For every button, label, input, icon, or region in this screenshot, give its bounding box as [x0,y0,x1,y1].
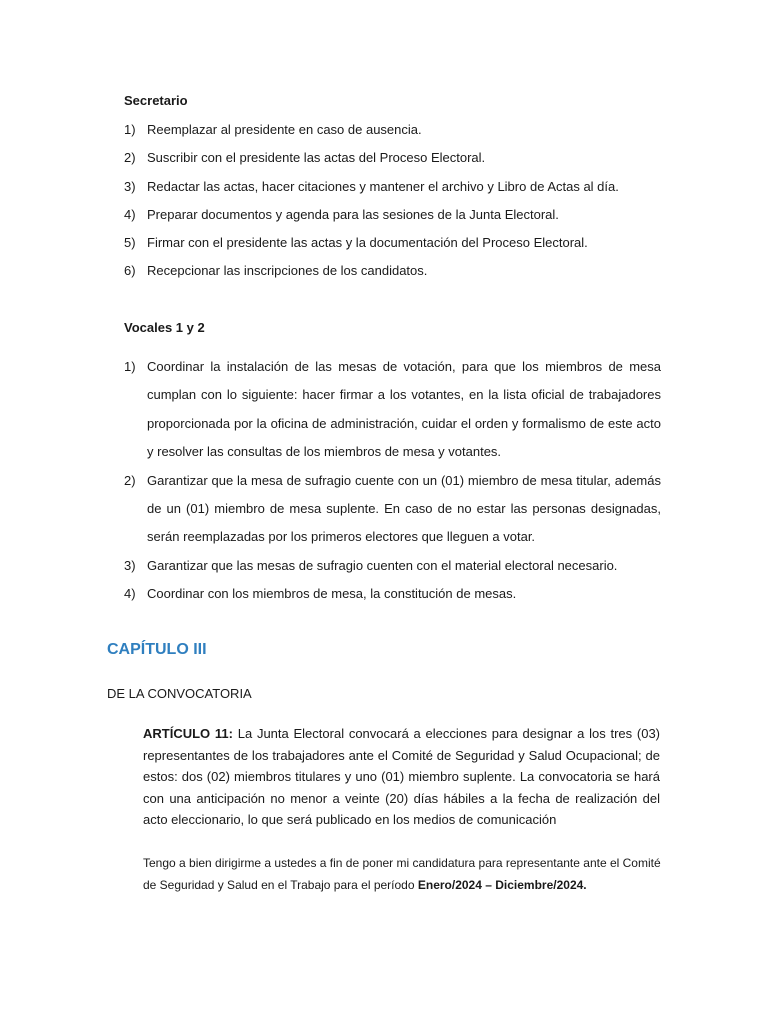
list-item [124,552,661,580]
article-text: La Junta Electoral convocará a elecciones para designar a los tres (03) representantes de los trabajadores ante el Comité de Seguridad y Salud Ocupacional; de estos: dos (02) miembros titulares y uno (01) miembro suplente. La convocatoria se hará con una anticipación no menor a veinte (20) días hábiles a la fecha de realización del acto eleccionario, lo que será publicado en los medios de comunicación [143,726,660,827]
vocales-heading: Vocales 1 y 2 [124,320,205,335]
item-number: 5) [124,235,136,251]
secretario-list [124,122,664,292]
item-number: 2) [124,150,136,166]
list-item [124,580,661,608]
item-number: 3) [124,178,136,194]
item-text: Suscribir con el presidente las actas del Proceso Electoral. [147,150,486,166]
item-text: Coordinar con los miembros de mesa, la constitución de mesas. [147,586,517,602]
list-item [124,150,664,178]
item-number: 6) [124,263,136,279]
item-number: 1) [124,359,136,374]
item-number: 4) [124,206,136,222]
article-label: ARTÍCULO 11: [143,726,233,741]
item-text: Coordinar la instalación de las mesas de votación, para que los miembros de mesa cumplan con lo siguiente: hacer firmar a los votantes, en la lista oficial de trabajadores proporcionada por la oficina de administración, cuidar el orden y formalismo de este acto y resolver las consultas de los miembros de mesa y votantes. [147,359,661,460]
item-text: Garantizar que la mesa de sufragio cuente con un (01) miembro de mesa titular, además de un (01) miembro de mesa suplente. En caso de no estar las personas designadas, serán reemplazadas por los primeros electores que lleguen a votar. [147,472,661,545]
item-number: 3) [124,557,136,573]
item-text: Garantizar que las mesas de sufragio cuenten con el material electoral necesario. [147,557,618,573]
vocales-list [124,353,661,609]
item-text: Recepcionar las inscripciones de los candidatos. [147,263,428,279]
candidacy-letter [143,852,663,896]
list-item [124,353,661,467]
item-number: 2) [124,472,136,488]
chapter-title: CAPÍTULO III [107,641,207,658]
secretario-heading: Secretario [124,93,188,108]
letter-text: Tengo a bien dirigirme a ustedes a fin de poner mi candidatura para representante ante el Comité de Seguridad y Salud en el Trabajo para el período [143,856,661,892]
item-number: 4) [124,586,136,602]
item-text: Redactar las actas, hacer citaciones y mantener el archivo y Libro de Actas al día. [147,178,619,194]
list-item [124,179,664,207]
list-item [124,467,661,552]
article-11 [143,723,660,831]
list-item [124,235,664,263]
list-item [124,122,664,150]
item-text: Reemplazar al presidente en caso de ausencia. [147,122,422,137]
list-item [124,207,664,235]
chapter-subtitle: DE LA CONVOCATORIA [107,686,252,701]
letter-period: Enero/2024 – Diciembre/2024. [417,878,587,892]
item-text: Preparar documentos y agenda para las sesiones de la Junta Electoral. [147,206,559,222]
item-text: Firmar con el presidente las actas y la documentación del Proceso Electoral. [147,235,588,251]
list-item [124,263,664,291]
item-number: 1) [124,122,136,137]
